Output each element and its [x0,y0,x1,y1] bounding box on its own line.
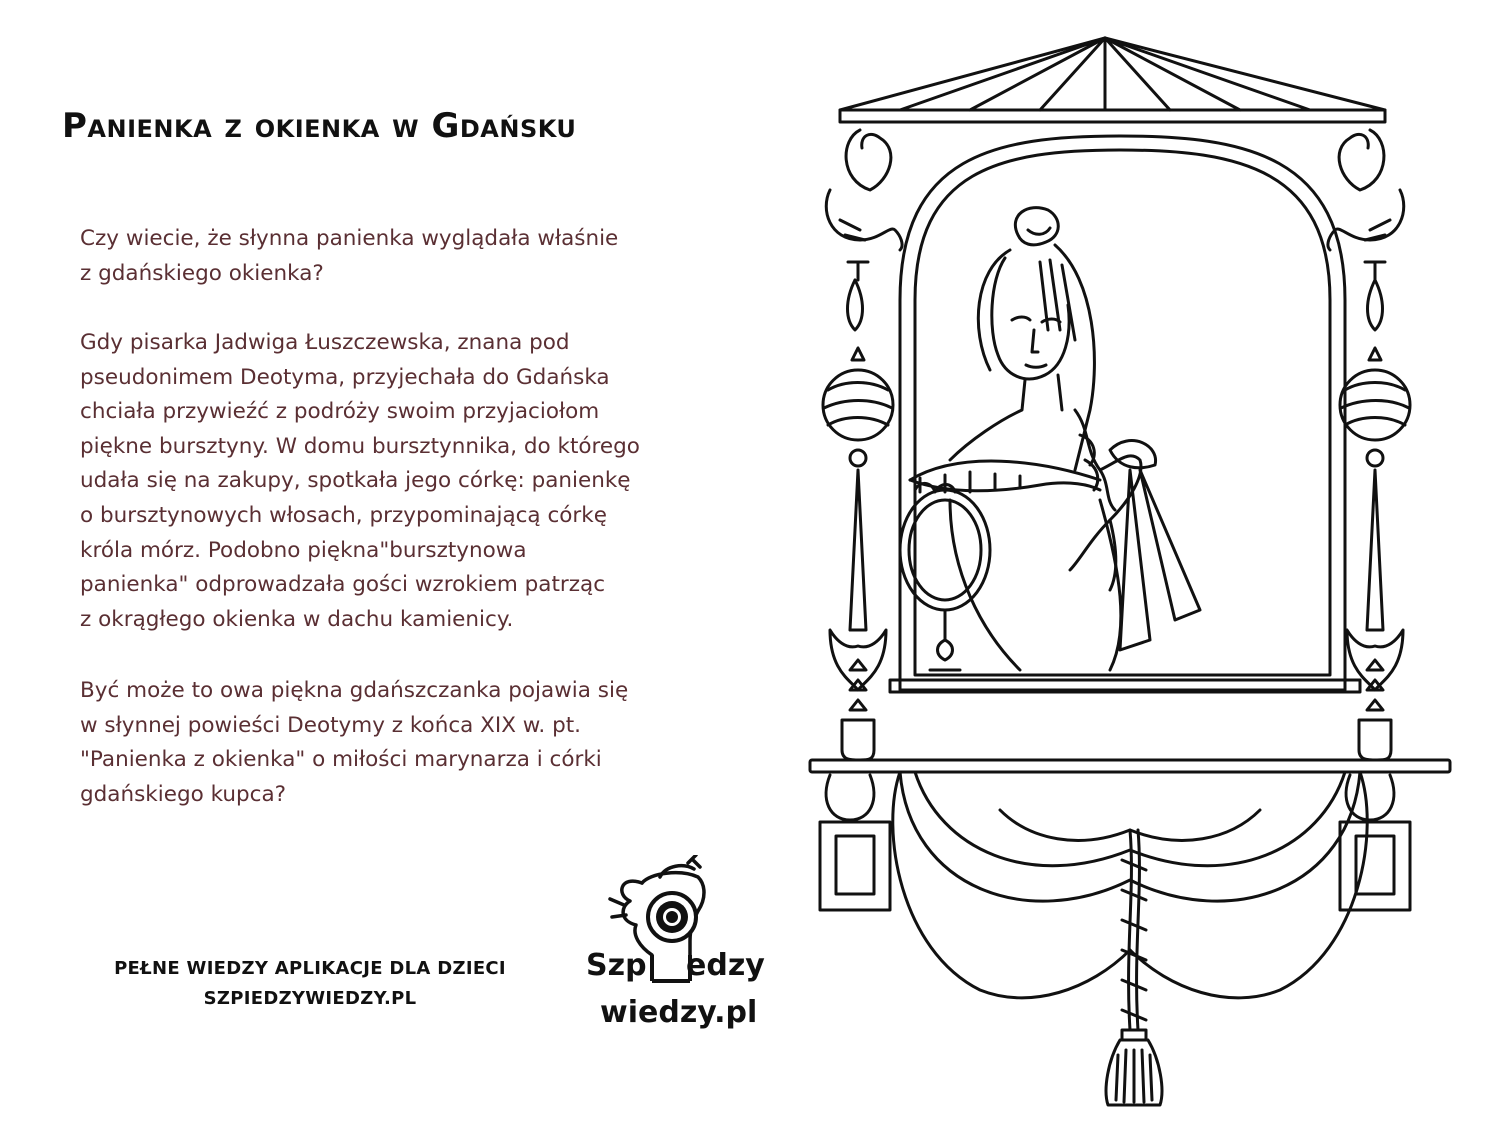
logo-text-bottom: wiedzy.pl [600,995,758,1030]
paragraph-novel [80,674,700,812]
text-line: z okrągłego okienka w dachu kamienicy. [80,606,514,632]
text-line: Być może to owa piękna gdańszczanka pojawia się [80,678,629,703]
text-line: udała się na zakupy, spotkała jego córkę: panienkę [80,468,631,494]
text-line: z gdańskiego okienka? [80,260,324,286]
text-line: o bursztynowych włosach, przypominającą córkę [80,502,607,528]
text-line: piękne bursztyny. W domu bursztynnika, do którego [80,433,640,459]
text-line: króla mórz. Podobno piękna"bursztynowa [80,537,527,563]
spy-eye-mascot-icon [580,855,790,1035]
footer-tagline: PEŁNE WIEDZY APLIKACJE DLA DZIECI [114,958,506,979]
paragraph-story [80,326,700,637]
footer-website: SZPIEDZYWIEDZY.PL [203,988,417,1009]
text-line: pseudonimem Deotyma, przyjechała do Gdańska [80,364,610,390]
text-line: w słynnej powieści Deotymy z końca XIX w. pt. [80,712,581,738]
window-maiden-illustration [800,30,1460,1120]
paragraph-intro [80,222,700,291]
text-line: chciała przywieźć z podróży swoim przyjaciołom [80,399,600,425]
text-line: Gdy pisarka Jadwiga Łuszczewska, znana pod [80,330,570,355]
text-line: panienka" odprowadzała gości wzrokiem patrząc [80,572,606,598]
text-line: "Panienka z okienka" o miłości marynarza i córki [80,747,602,773]
logo-text-right: edzy [686,948,765,983]
page-title: Panienka z okienka w Gdańsku [62,106,577,146]
logo-text-left: Szp [586,948,647,983]
text-line: gdańskiego kupca? [80,781,287,807]
text-line: Czy wiecie, że słynna panienka wyglądała właśnie [80,226,619,251]
brand-logo [580,855,790,1035]
